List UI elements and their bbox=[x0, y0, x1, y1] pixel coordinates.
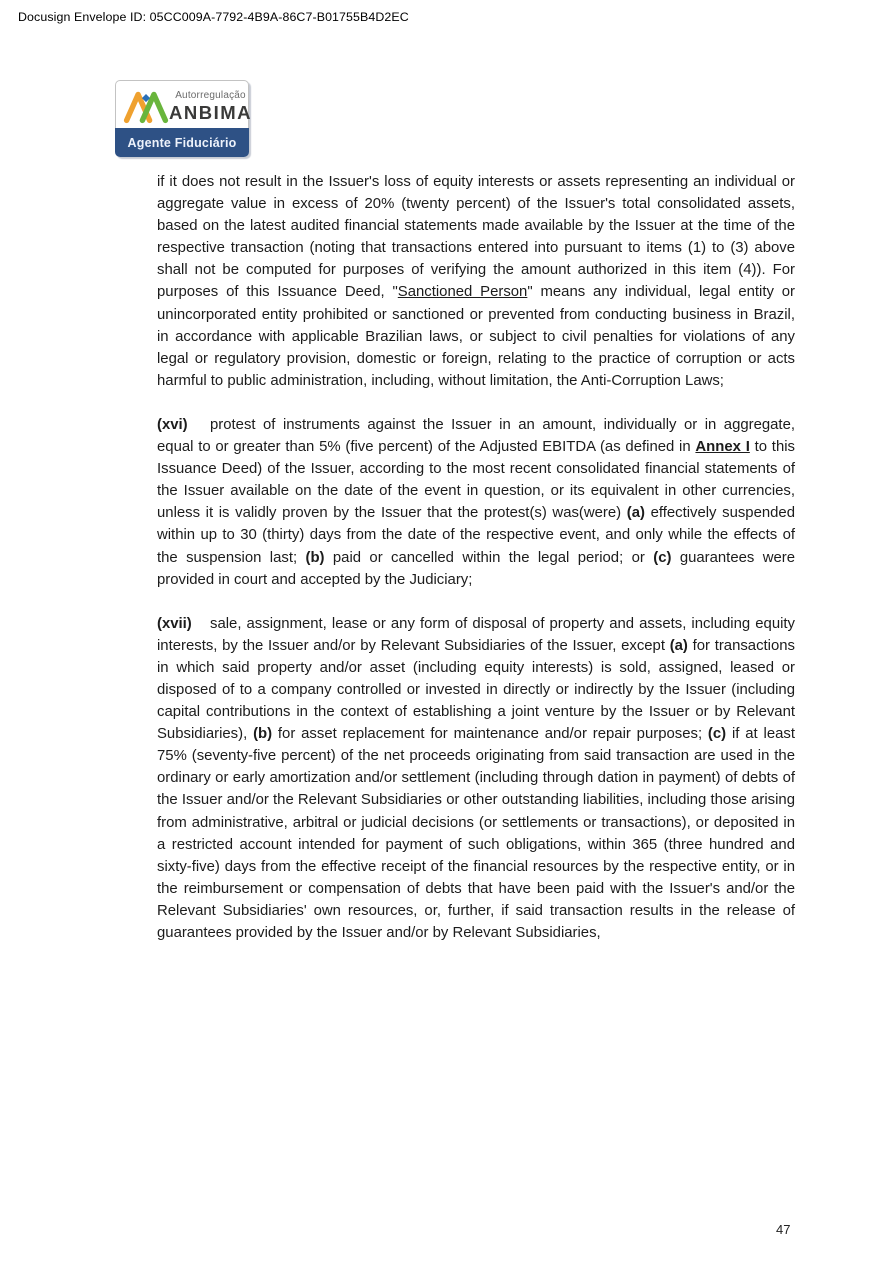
text-segment: " means any individual, legal entity or unincorporated entity prohibited or sanctioned or prevented from conducting business in Brazil, in accordance with applicable Brazilian laws, or subject to civil penalties for violations of any legal or regulatory provision, domestic or foreign, relating to the practice of corruption or acts harmful to public administration, including, without limitation, the Anti-Corruption Laws; bbox=[157, 284, 796, 389]
text-segment: (xvi) bbox=[157, 416, 188, 433]
text-segment: sale, assignment, lease or any form of disposal of property and assets, including equity interests, by the Issuer and/or by Relevant Subsidiaries of the Issuer, except bbox=[157, 615, 795, 654]
paragraph bbox=[157, 171, 795, 392]
text-segment: if it does not result in the Issuer's loss of equity interests or assets representing an individual or aggregate value in excess of 20% (twenty percent) of the Issuer's total consolidated assets, based on the latest audited financial statements made available by the Issuer at the time of the respective transaction (noting that transactions entered into pursuant to items (1) to (3) above shall not be computed for purposes of verifying the amount authorized in this item (4)). For purposes of this Issuance Deed, " bbox=[157, 174, 795, 301]
text-segment: (a) bbox=[669, 637, 688, 654]
text-segment: (c) bbox=[653, 549, 672, 566]
text-segment: for asset replacement for maintenance and/or repair purposes; bbox=[272, 726, 708, 743]
text-segment: (b) bbox=[305, 549, 325, 566]
document-body bbox=[157, 171, 795, 966]
text-segment: (b) bbox=[253, 726, 273, 743]
text-segment: (a) bbox=[626, 505, 645, 522]
text-segment: paid or cancelled within the legal period; or bbox=[324, 549, 654, 566]
anbima-logo-texts bbox=[169, 89, 252, 122]
text-segment: (xvii) bbox=[157, 615, 192, 632]
anbima-label: ANBIMA bbox=[169, 101, 252, 123]
autorregulacao-label: Autorregulação bbox=[175, 90, 246, 102]
paragraph bbox=[157, 414, 795, 591]
anbima-mark-icon bbox=[123, 88, 169, 124]
paragraph bbox=[157, 613, 795, 944]
text-segment: if at least 75% (seventy-five percent) of the net proceeds originating from said transaction are used in the ordinary or early amortization and/or settlement (including through dation in payment) of debts of the Issuer and/or the Relevant Subsidiaries or other outstanding liabilities, including those arising from administrative, arbitral or judicial decisions (or settlements or transactions), or deposited in a restricted account intended for payment of such obligations, within 365 (three hundred and sixty-five) days from the effective receipt of the financial resources by the respective entity, or in the reimbursement or compensation of debts that have been paid with the Issuer's and/or the Relevant Subsidiaries' own resources, or, further, if said transaction results in the release of guarantees provided by the Issuer and/or by Relevant Subsidiaries, bbox=[157, 726, 795, 941]
text-segment: Annex I bbox=[695, 439, 750, 456]
page-number: 47 bbox=[776, 1222, 791, 1237]
text-segment: guarantees were provided in court and accepted by the Judiciary; bbox=[157, 549, 795, 588]
text-segment: effectively suspended within up to 30 (thirty) days from the date of the respective event, and only while the effects of the suspension last; bbox=[157, 505, 795, 566]
text-segment: protest of instruments against the Issuer in an amount, individually or in aggregate, equal to or greater than 5% (five percent) of the Adjusted EBITDA (as defined in bbox=[157, 416, 795, 456]
text-segment: (c) bbox=[707, 726, 727, 743]
agente-fiduciario-label: Agente Fiduciário bbox=[127, 135, 237, 150]
agente-fiduciario-banner bbox=[115, 128, 249, 157]
text-segment: Sanctioned Person bbox=[397, 284, 528, 301]
anbima-logo-top bbox=[115, 80, 252, 128]
envelope-id: Docusign Envelope ID: 05CC009A-7792-4B9A-86C7-B01755B4D2EC bbox=[18, 10, 409, 24]
text-segment: for transactions in which said property and/or asset (including equity interests) is sold, assigned, leased or disposed of to a company controlled or invested in directly or indirectly by the Issuer (including capital contributions in the context of establishing a joint venture by the Issuer or by Relevant Subsidiaries), bbox=[157, 637, 795, 743]
anbima-logo bbox=[115, 80, 252, 157]
text-segment: to this Issuance Deed) of the Issuer, according to the most recent consolidated financial statements of the Issuer available on the date of the event in question, or its equivalent in other currencies, unless it is validly proven by the Issuer that the protest(s) was(were) bbox=[157, 439, 795, 522]
